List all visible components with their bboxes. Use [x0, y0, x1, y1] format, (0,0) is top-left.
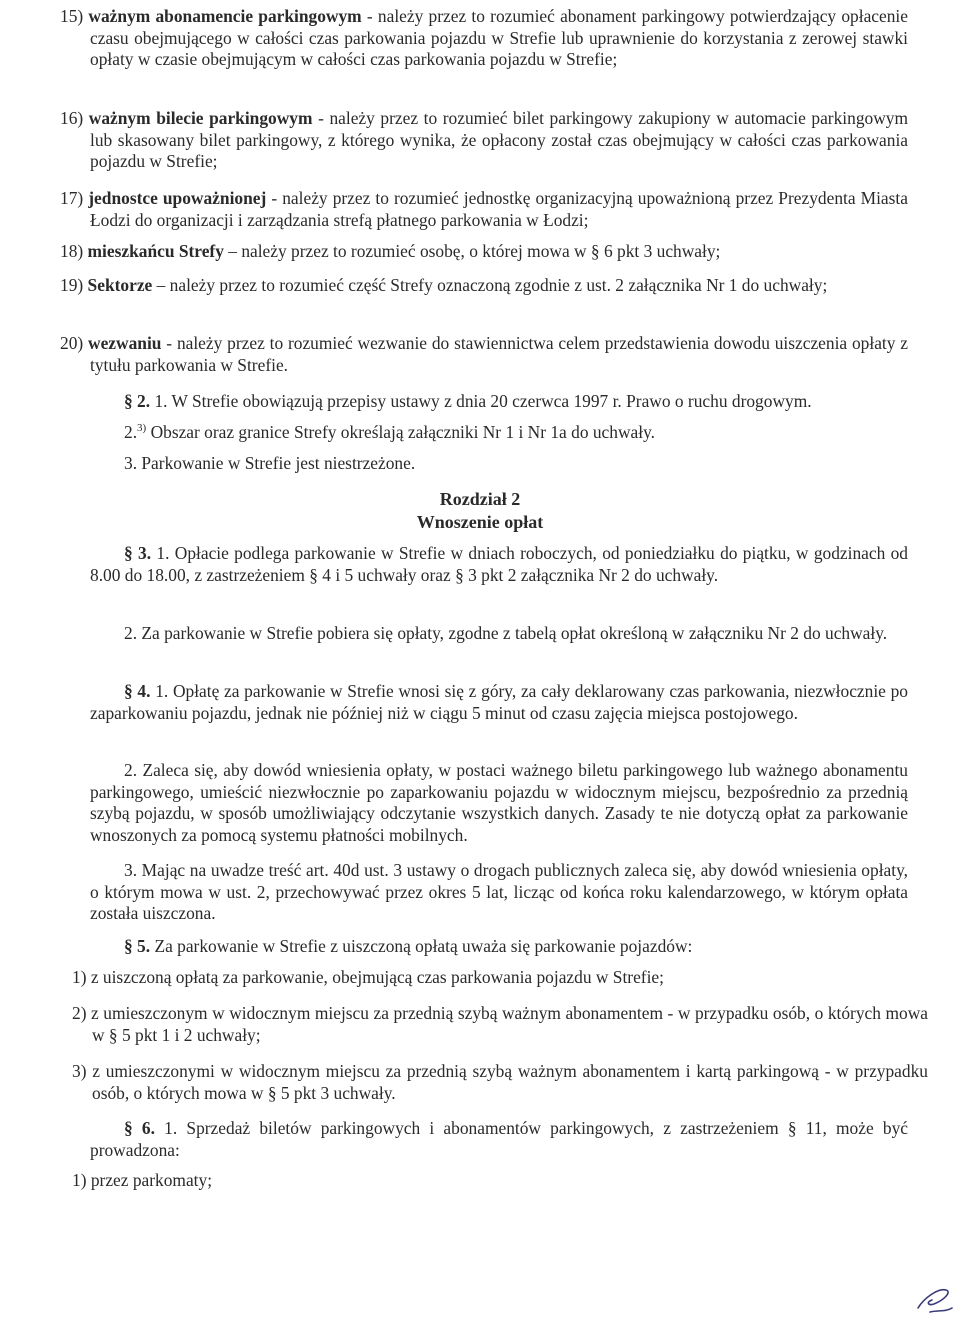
section-5-intro [90, 936, 908, 958]
definition-term: jednostce upoważnionej [88, 188, 267, 208]
definition-text: należy przez to rozumieć jednostkę organizacyjną upoważnioną przez Prezydenta Miasta Łodzi do organizacji i zarządzania strefą płatnego parkowania w Łodzi; [90, 188, 908, 230]
chapter-subtitle: Wnoszenie opłat [416, 512, 544, 532]
section-3-paragraph-1 [90, 543, 908, 586]
definition-term: Sektorze [87, 275, 153, 295]
section-2-paragraph-2 [90, 422, 908, 444]
separator: – [152, 275, 170, 295]
definition-text: należy przez to rozumieć część Strefy oznaczoną zgodnie z ust. 2 załącznika Nr 1 do uchwały; [169, 275, 828, 295]
paragraph-text: 2. Za parkowanie w Strefie pobiera się opłaty, zgodne z tabelą opłat określoną w załączniku Nr 2 do uchwały. [124, 623, 888, 643]
section-5-item-1: 1) z uiszczoną opłatą za parkowanie, obejmującą czas parkowania pojazdu w Strefie; [72, 967, 664, 987]
paragraph-text: 1. Opłatę za parkowanie w Strefie wnosi się z góry, za cały deklarowany czas parkowania, niezwłocznie po zaparkowaniu pojazdu, jednak nie później niż w ciągu 5 minut od czasu zajęcia miejsca postojowego. [90, 681, 908, 723]
section-4-paragraph-3 [90, 860, 908, 925]
paragraph-text: Za parkowanie w Strefie z uiszczoną opłatą uważa się parkowanie pojazdów: [150, 936, 693, 956]
definition-16 [60, 108, 908, 173]
paragraph-text: 3. Parkowanie w Strefie jest niestrzeżone. [124, 453, 416, 473]
chapter-title: Rozdział 2 [439, 489, 521, 509]
section-mark: § 4. [124, 681, 151, 701]
definition-text: należy przez to rozumieć abonament parkingowy potwierdzający opłacenie czasu obejmującego w całości czas parkowania pojazdu w Strefie lub uprawnienie do korzystania z zerowej stawki opłaty w czasie obejmującym w całości czas parkowania pojazdu w Strefie; [90, 6, 908, 70]
section-mark: § 2. [124, 391, 151, 411]
definition-number: 17) [60, 188, 84, 208]
section-3-paragraph-2 [90, 623, 908, 645]
paragraph-number: 2. [124, 422, 138, 442]
section-mark: § 5. [124, 936, 151, 956]
definition-number: 16) [60, 108, 84, 128]
paragraph-text: 1. Opłacie podlega parkowanie w Strefie w dniach roboczych, od poniedziałku do piątku, w godzinach od 8.00 do 18.00, z zastrzeżeniem § 4 i 5 uchwały oraz § 3 pkt 2 załącznika Nr 2 do uchwały. [90, 543, 908, 585]
definition-text: należy przez to rozumieć wezwanie do stawiennictwa celem przedstawienia dowodu uiszczenia opłaty z tytułu parkowania w Strefie. [90, 333, 908, 375]
definition-18 [60, 241, 908, 263]
definition-19 [60, 275, 908, 297]
paragraph-text: 1. Sprzedaż biletów parkingowych i abonamentów parkingowych, z zastrzeżeniem § 11, może być prowadzona: [90, 1118, 908, 1160]
definition-20 [60, 333, 908, 376]
paragraph-text: 3. Mając na uwadze treść art. 40d ust. 3 ustawy o drogach publicznych zaleca się, aby dowód wniesienia opłaty, o którym mowa w ust. 2, przechowywać przez okres 5 lat, licząc od końca roku kalendarzowego, w którym opłata została uiszczona. [90, 860, 908, 924]
separator: - [361, 6, 378, 26]
section-2-paragraph-1 [90, 391, 908, 413]
section-5-item-3: 3) z umieszczonymi w widocznym miejscu za przednią szybą ważnym abonamentem i kartą parkingową - w przypadku osób, o których mowa w § 5 pkt 3 uchwały. [72, 1061, 928, 1103]
definition-number: 19) [60, 275, 84, 295]
definition-term: ważnym abonamencie parkingowym [88, 6, 362, 26]
separator: - [312, 108, 330, 128]
definition-number: 15) [60, 6, 84, 26]
definition-number: 20) [60, 333, 84, 353]
definition-17 [60, 188, 908, 231]
section-4-paragraph-2 [90, 760, 908, 846]
section-2-paragraph-3 [90, 453, 908, 475]
paragraph-text: Obszar oraz granice Strefy określają załączniki Nr 1 i Nr 1a do uchwały. [146, 422, 655, 442]
definition-text: należy przez to rozumieć bilet parkingowy zakupiony w automacie parkingowym lub skasowany bilet parkingowy, z którego wynika, że opłacony został czas obejmujący w całości czas parkowania pojazdu w Strefie; [90, 108, 908, 172]
paragraph-text: 1. W Strefie obowiązują przepisy ustawy z dnia 20 czerwca 1997 r. Prawo o ruchu drogowym. [154, 391, 812, 411]
definition-term: ważnym bilecie parkingowym [88, 108, 313, 128]
separator: - [266, 188, 283, 208]
section-6-item-1: 1) przez parkomaty; [72, 1170, 213, 1190]
footnote-ref: 3) [137, 422, 147, 435]
definition-term: mieszkańcu Strefy [87, 241, 224, 261]
signature-mark [912, 1278, 956, 1318]
definition-number: 18) [60, 241, 84, 261]
definition-15 [60, 6, 908, 71]
section-mark: § 3. [124, 543, 152, 563]
separator: – [223, 241, 242, 261]
section-5-item-2: 2) z umieszczonym w widocznym miejscu za przednią szybą ważnym abonamentem - w przypadku osób, o których mowa w § 5 pkt 1 i 2 uchwały; [72, 1003, 928, 1045]
definition-text: należy przez to rozumieć osobę, o której mowa w § 6 pkt 3 uchwały; [241, 241, 721, 261]
definition-term: wezwaniu [88, 333, 162, 353]
section-6-paragraph-1 [90, 1118, 908, 1161]
section-4-paragraph-1 [90, 681, 908, 724]
paragraph-text: 2. Zaleca się, aby dowód wniesienia opłaty, w postaci ważnego biletu parkingowego lub ważnego abonamentu parkingowego, umieścić niezwłocznie po zaparkowaniu pojazdu w widocznym miejscu, bezpośrednio za przednią szybą pojazdu, w sposób umożliwiający odczytanie wszystkich danych. Zasady te nie dotyczą opłat za parkowanie wnoszonych za pomocą systemu płatności mobilnych. [90, 760, 908, 845]
section-mark: § 6. [124, 1118, 155, 1138]
separator: - [161, 333, 177, 353]
